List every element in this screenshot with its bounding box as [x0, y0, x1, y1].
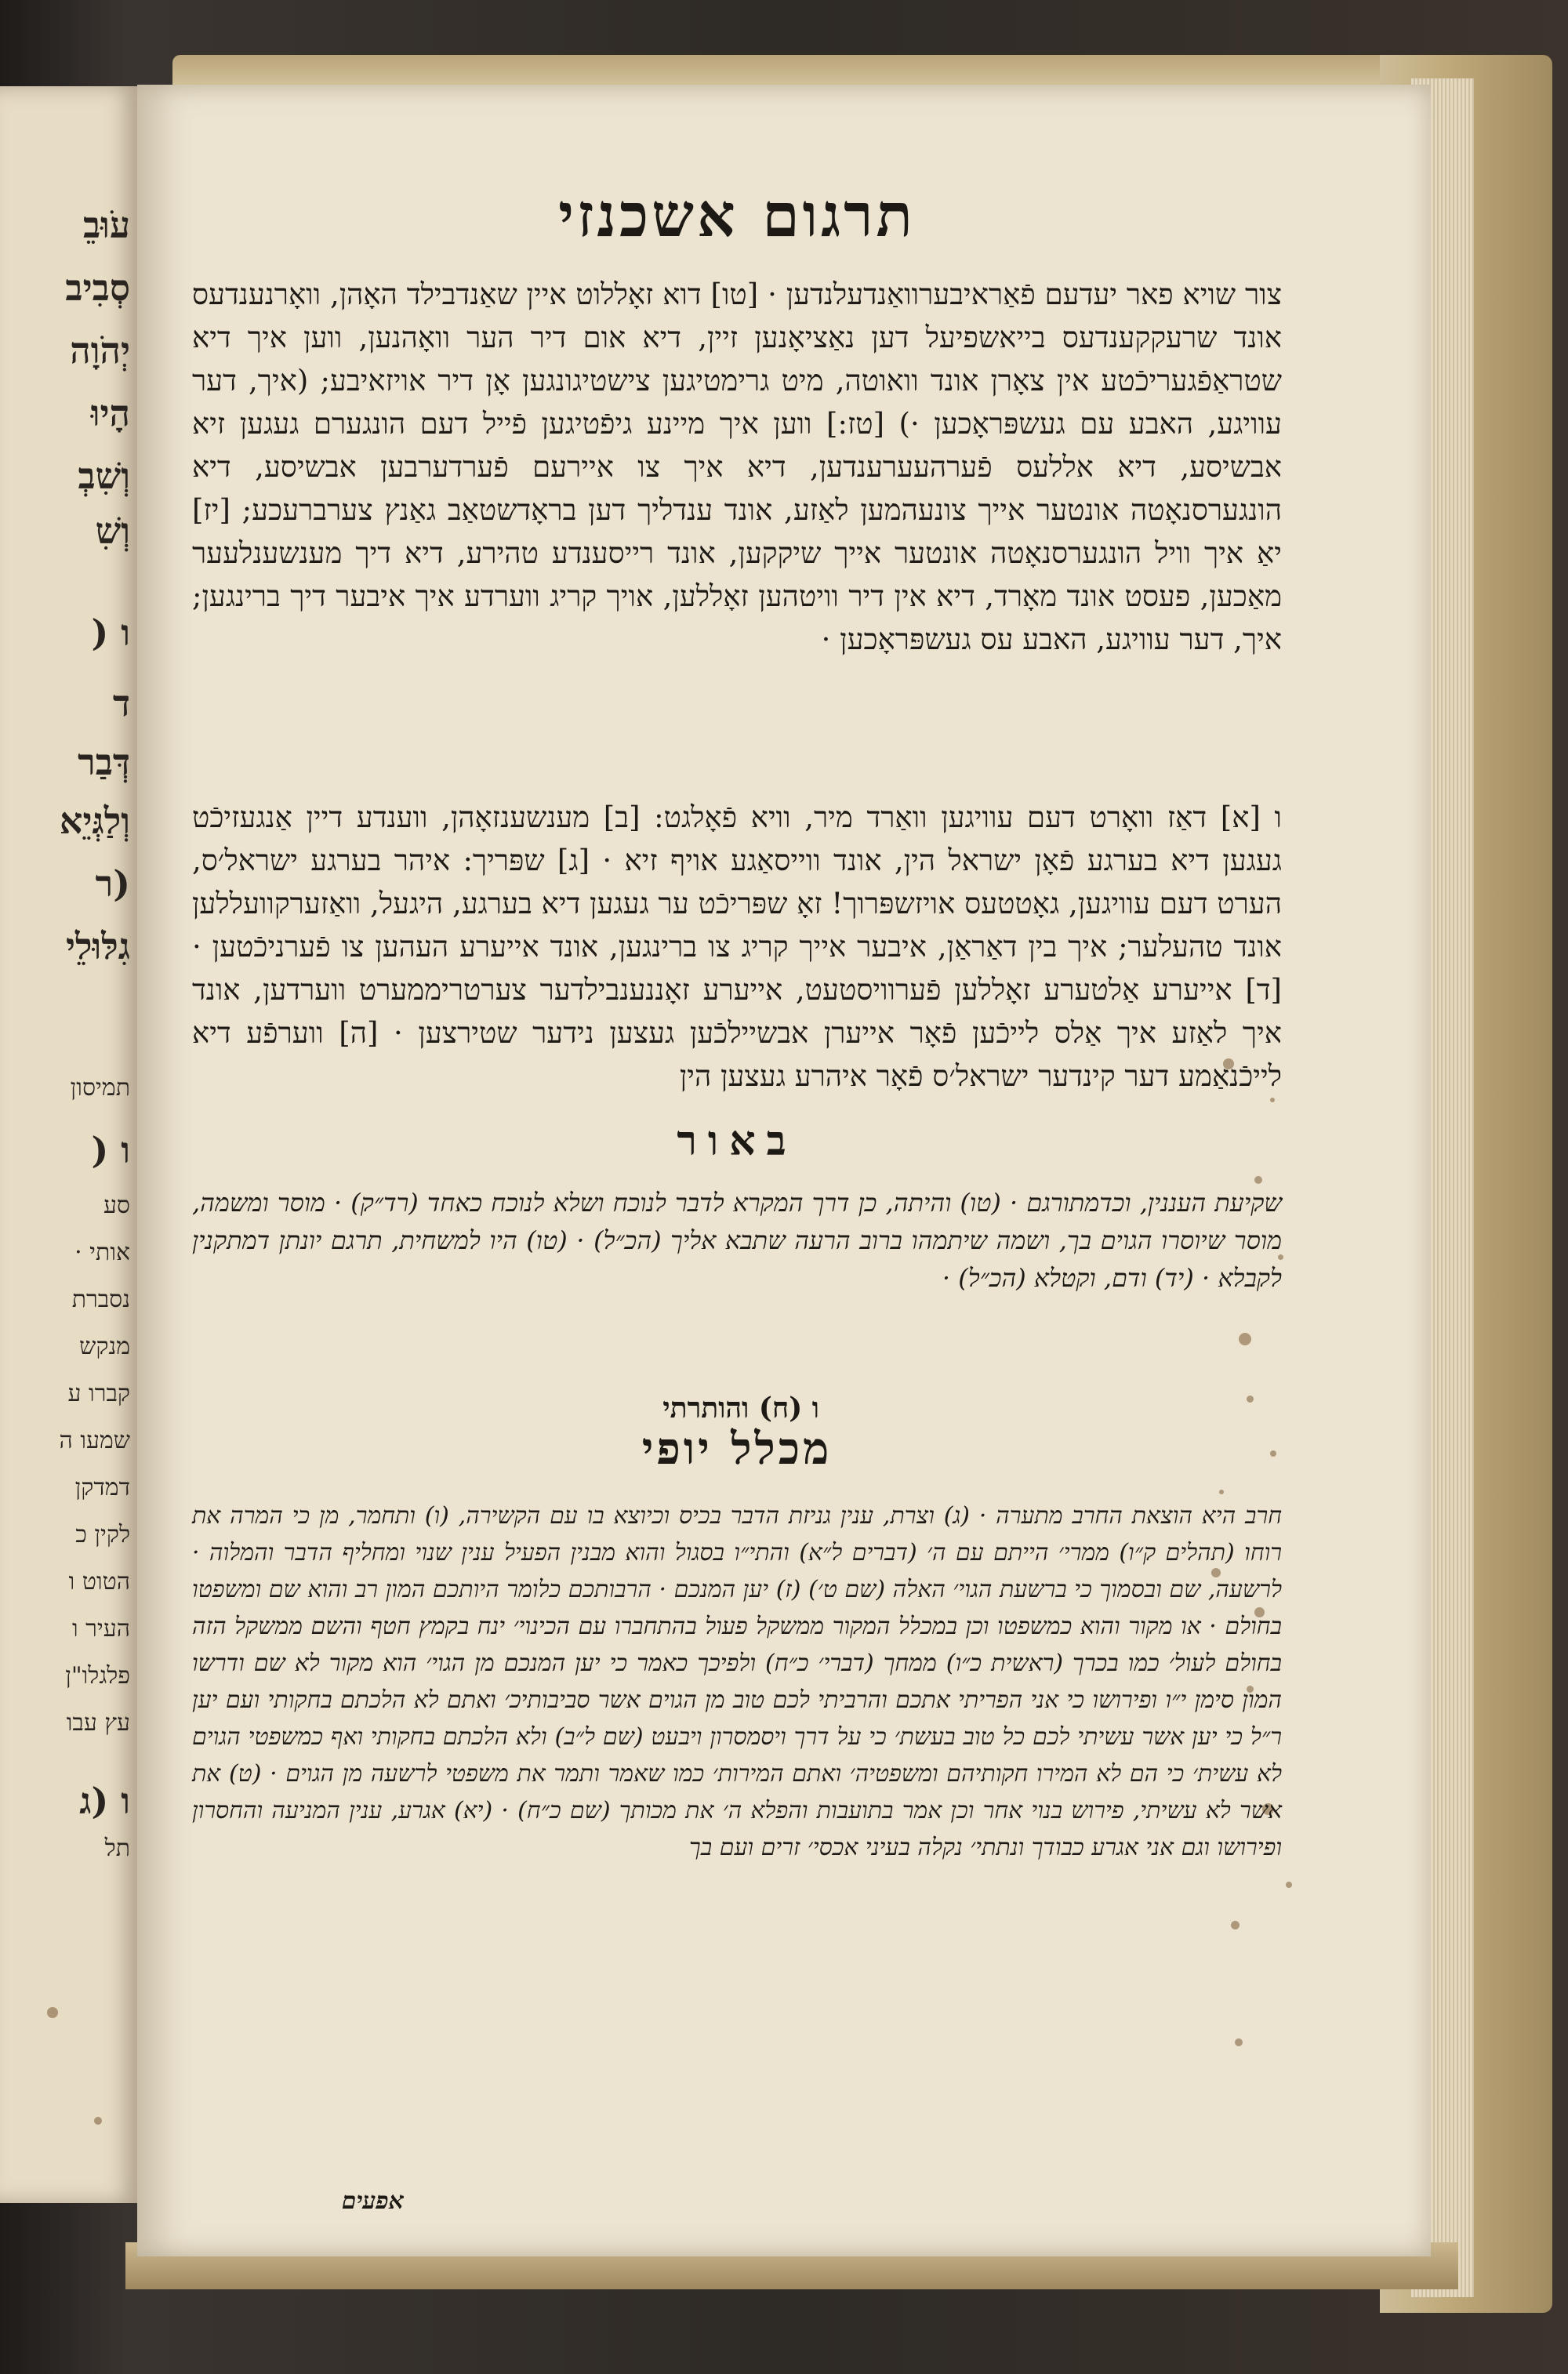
translation-paragraph: ו [א] דאַז וואָרט דעם עוויגען וואַרד מיר, וויא פֿאָלגט: [ב] מענשענזאָהן, ווענדע דיין אַנגעזיכֿט געגען דיא בערגע פֿאָן ישראל הין, אונד ווייסאַגע אויף זיא · [ג] שפּריך: איהר בערגע ישראל׳ס, הערט דעם עוויגען, גאָטטעס אויזשפּרוך! זאָ שפּריכֿט ער געגען דיא בערגע, היגעל, וואַזערקוועללען אונד טהעלער; איך בין דאַראַן, איבער אייך קריג צו ברינגען, אונד אייערע העהען צו פֿערניכֿטען · [ד] אייערע אַלטערע זאָללען פֿערוויסטעט, אייערע זאָננענבילדער צערטריממערט ווערדען, אונד איך לאַזע איך אַלס לייכֿען פֿאָר אייערן אבשיילכֿען געצען נידער שטירצען · [ה] ווערפֿע דיא לייכֿנאַמע דער קינדער ישראל׳ס פֿאָר איהרע געצען הין: [192, 800, 1282, 1093]
left-page-fragment: [0, 86, 140, 2203]
verse-label: ו (ח) והותרתי: [662, 1392, 819, 1425]
left-page-text-fragment: סע: [103, 1192, 130, 1219]
left-page-text-fragment: סְבִיב: [65, 267, 130, 309]
left-page-text-fragment: ד: [112, 682, 130, 724]
biur-heading: באור: [677, 1117, 797, 1165]
left-page-text-fragment: דמדקן: [74, 1474, 130, 1501]
left-page-text-fragment: העיר ו: [71, 1615, 130, 1643]
mikhlal-yofi-commentary: [192, 1497, 1282, 1866]
left-page-text-fragment: עֹוּבֵ: [83, 204, 130, 246]
left-page-text-fragment: (ר: [95, 862, 130, 905]
biur-paragraph: שקיעת העננין, וכדמתורגם · (טו) והיתה, כן דרך המקרא לדבר לנוכח ושלא לנוכח כאחד (רד״ק) · מוסר ומשמה, מוסר שיוסרו הגוים בך, ושמה שיתמהו ברוב הרעה שתבא אליך (הכ״ל) · (טו) היו למשחית, תרגם יונתן דמתקנין לקבלא · (יד) ודם, וקטלא (הכ״ל) ·: [192, 1188, 1282, 1293]
left-page-text-fragment: תל: [104, 1835, 130, 1862]
left-page-text-fragment: הָיוּ: [90, 392, 130, 434]
left-page-text-fragment: נסברת: [71, 1286, 130, 1313]
left-page-text-fragment: מנקש: [79, 1333, 130, 1360]
left-page-text-fragment: עץ עבו: [66, 1709, 130, 1737]
translation-text-block: [192, 273, 1282, 661]
page-title: תרגום אשכנזי: [558, 180, 916, 250]
left-page-text-fragment: ו (ג: [79, 1780, 130, 1822]
mikhlal-yofi-heading: מכלל יופי: [641, 1423, 833, 1475]
left-page-text-fragment: וְלַגְּיֵא: [59, 800, 130, 842]
left-page-text-fragment: ו (: [91, 612, 130, 654]
translation-paragraph: צור שויא פאר יעדעם פֿאַראיבערוואַנדעלנדען · [טו] דוא זאָללוט איין שאַנדבילד האָהן, וואָרנענדעס אונד שרעקקענדעס בייאשפיעל דען נאַציאָנען זיין, דיא אום דיר הער וואָהנען, ווען איך דיא שטראַפֿגעריכֿטע אין צאָרן אונד וואוטה, מיט גרימטיגען צישטיגונגען אָן דיר אויזאיבע; (איך, דער עוויגע, האבע עם געשפּראָכען ·) [טז:] ווען איך מיינע גיפֿטיגען פֿייל דעם הונגערם געגען זיא אבשיסע, דיא אללעס פֿערהעערענדען, דיא איך צו איירעם פֿערדערבען אבשיסע, דיא הונגערסנאָטה אונטער אייך צונעהמען לאַזע, אונד ענדליך דען בראָדשטאַב גאַנץ צערברעכע; [יז] יאַ איך וויל הונגערסנאָטה אונטער אייך שיקקען, אונד רייסענדע טהירע, דיא דיך מענשענלעער מאַכען, פעסט אונד מאָרד, דיא אין דיר וויטהען זאָללען, אויך קריג ווערדע איך איבער דיך ברינגען; איך, דער עוויגע, האבע עס געשפּראָכען ·: [192, 278, 1282, 656]
left-page-text-fragment: דְּבַר: [78, 741, 130, 783]
left-page-text-fragment: וְשִׁ: [95, 510, 130, 552]
left-page-text-fragment: תמיסון: [70, 1074, 130, 1102]
left-page-text-fragment: הטוט ו: [68, 1568, 130, 1595]
left-page-text-fragment: לקין כ: [75, 1521, 130, 1548]
left-page-text-fragment: פלגלו"ן: [65, 1662, 130, 1690]
catchword: אפעים: [341, 2187, 404, 2215]
mikhlal-paragraph: חרב היא הוצאת החרב מתערה · (ג) וצרת, ענין גניזת הדבר בכיס וכיוצא בו עם הקשירה, (ו) ותחמר, מן כי המרה את רוחו (תהלים ק״ו) ממרי׳ הייתם עם ה׳ (דברים ל״א) והתי״ו בסגול והוא מבנין הפעיל ענין שנוי ומחליף הדבר והמלוה · לרשעה, שם ובסמוך כי ברשעת הגוי׳ האלה (שם ט׳) (ז) יען המנכם · הרבותכם כלומר היותכם המון רב והוא שם ומשפטו בחולם · או מקור והוא כמשפטו וכן במכלל המקור ממשקל פעול בהתחברו עם הכינוי׳ ינח בקמץ חטף והשם ממשקל הזה בחולם לעול׳ כמו בכרך (ראשית כ״ו) ממחך (דברי׳ כ״ח) ולפיכך כאמר כי יען המנכם מן הגוי׳ הוא מקור לא שם ודרשו המון סימן י״ו ופירושו כי אני הפריתי אתכם והרביתי לכם טוב מן הגוים אשר סביבותיכ׳ ואתם לא הלכתם בחקותי ועם יען ר״ל כי יען אשר עשיתי לכם כל טוב בעשת׳ כי על דרך ויסמסרון ויבעט (שם ל״ב) ולא הלכתם בחקותי ואף כמשפטי הגוים לא עשית׳ כי הם לא המירו חקותיהם ומשפטיה׳ ואתם המירות׳ כמו שאמר ותמר את משפטי לרשעה מן הגוים · (ט) את אשר לא עשיתי, פירוש בנוי אחר וכן אמר בתועבות והפלא ה׳ את מכותך (שם כ״ח) · (יא) אגרע, ענין המניעה והחסרון ופירושו וגם אני אגרע כבודך ונתתי׳ נקלה בעיני אכסי׳ זרים ועם בך: [192, 1502, 1282, 1861]
left-page-text-fragment: יְהֹוָה: [70, 329, 130, 372]
left-page-text-fragment: גִלּוּלֵי: [65, 925, 130, 967]
biur-commentary: [192, 1184, 1282, 1297]
left-page-text-fragment: קברו ע: [67, 1380, 130, 1407]
translation-text-block-chapter: [192, 796, 1282, 1098]
left-page-text-fragment: אותי ·: [74, 1239, 130, 1266]
left-page-text-fragment: ו (: [91, 1129, 130, 1171]
left-page-text-fragment: וְשִׁבְ: [78, 455, 130, 497]
left-page-text-fragment: שמעו ה: [59, 1427, 130, 1454]
